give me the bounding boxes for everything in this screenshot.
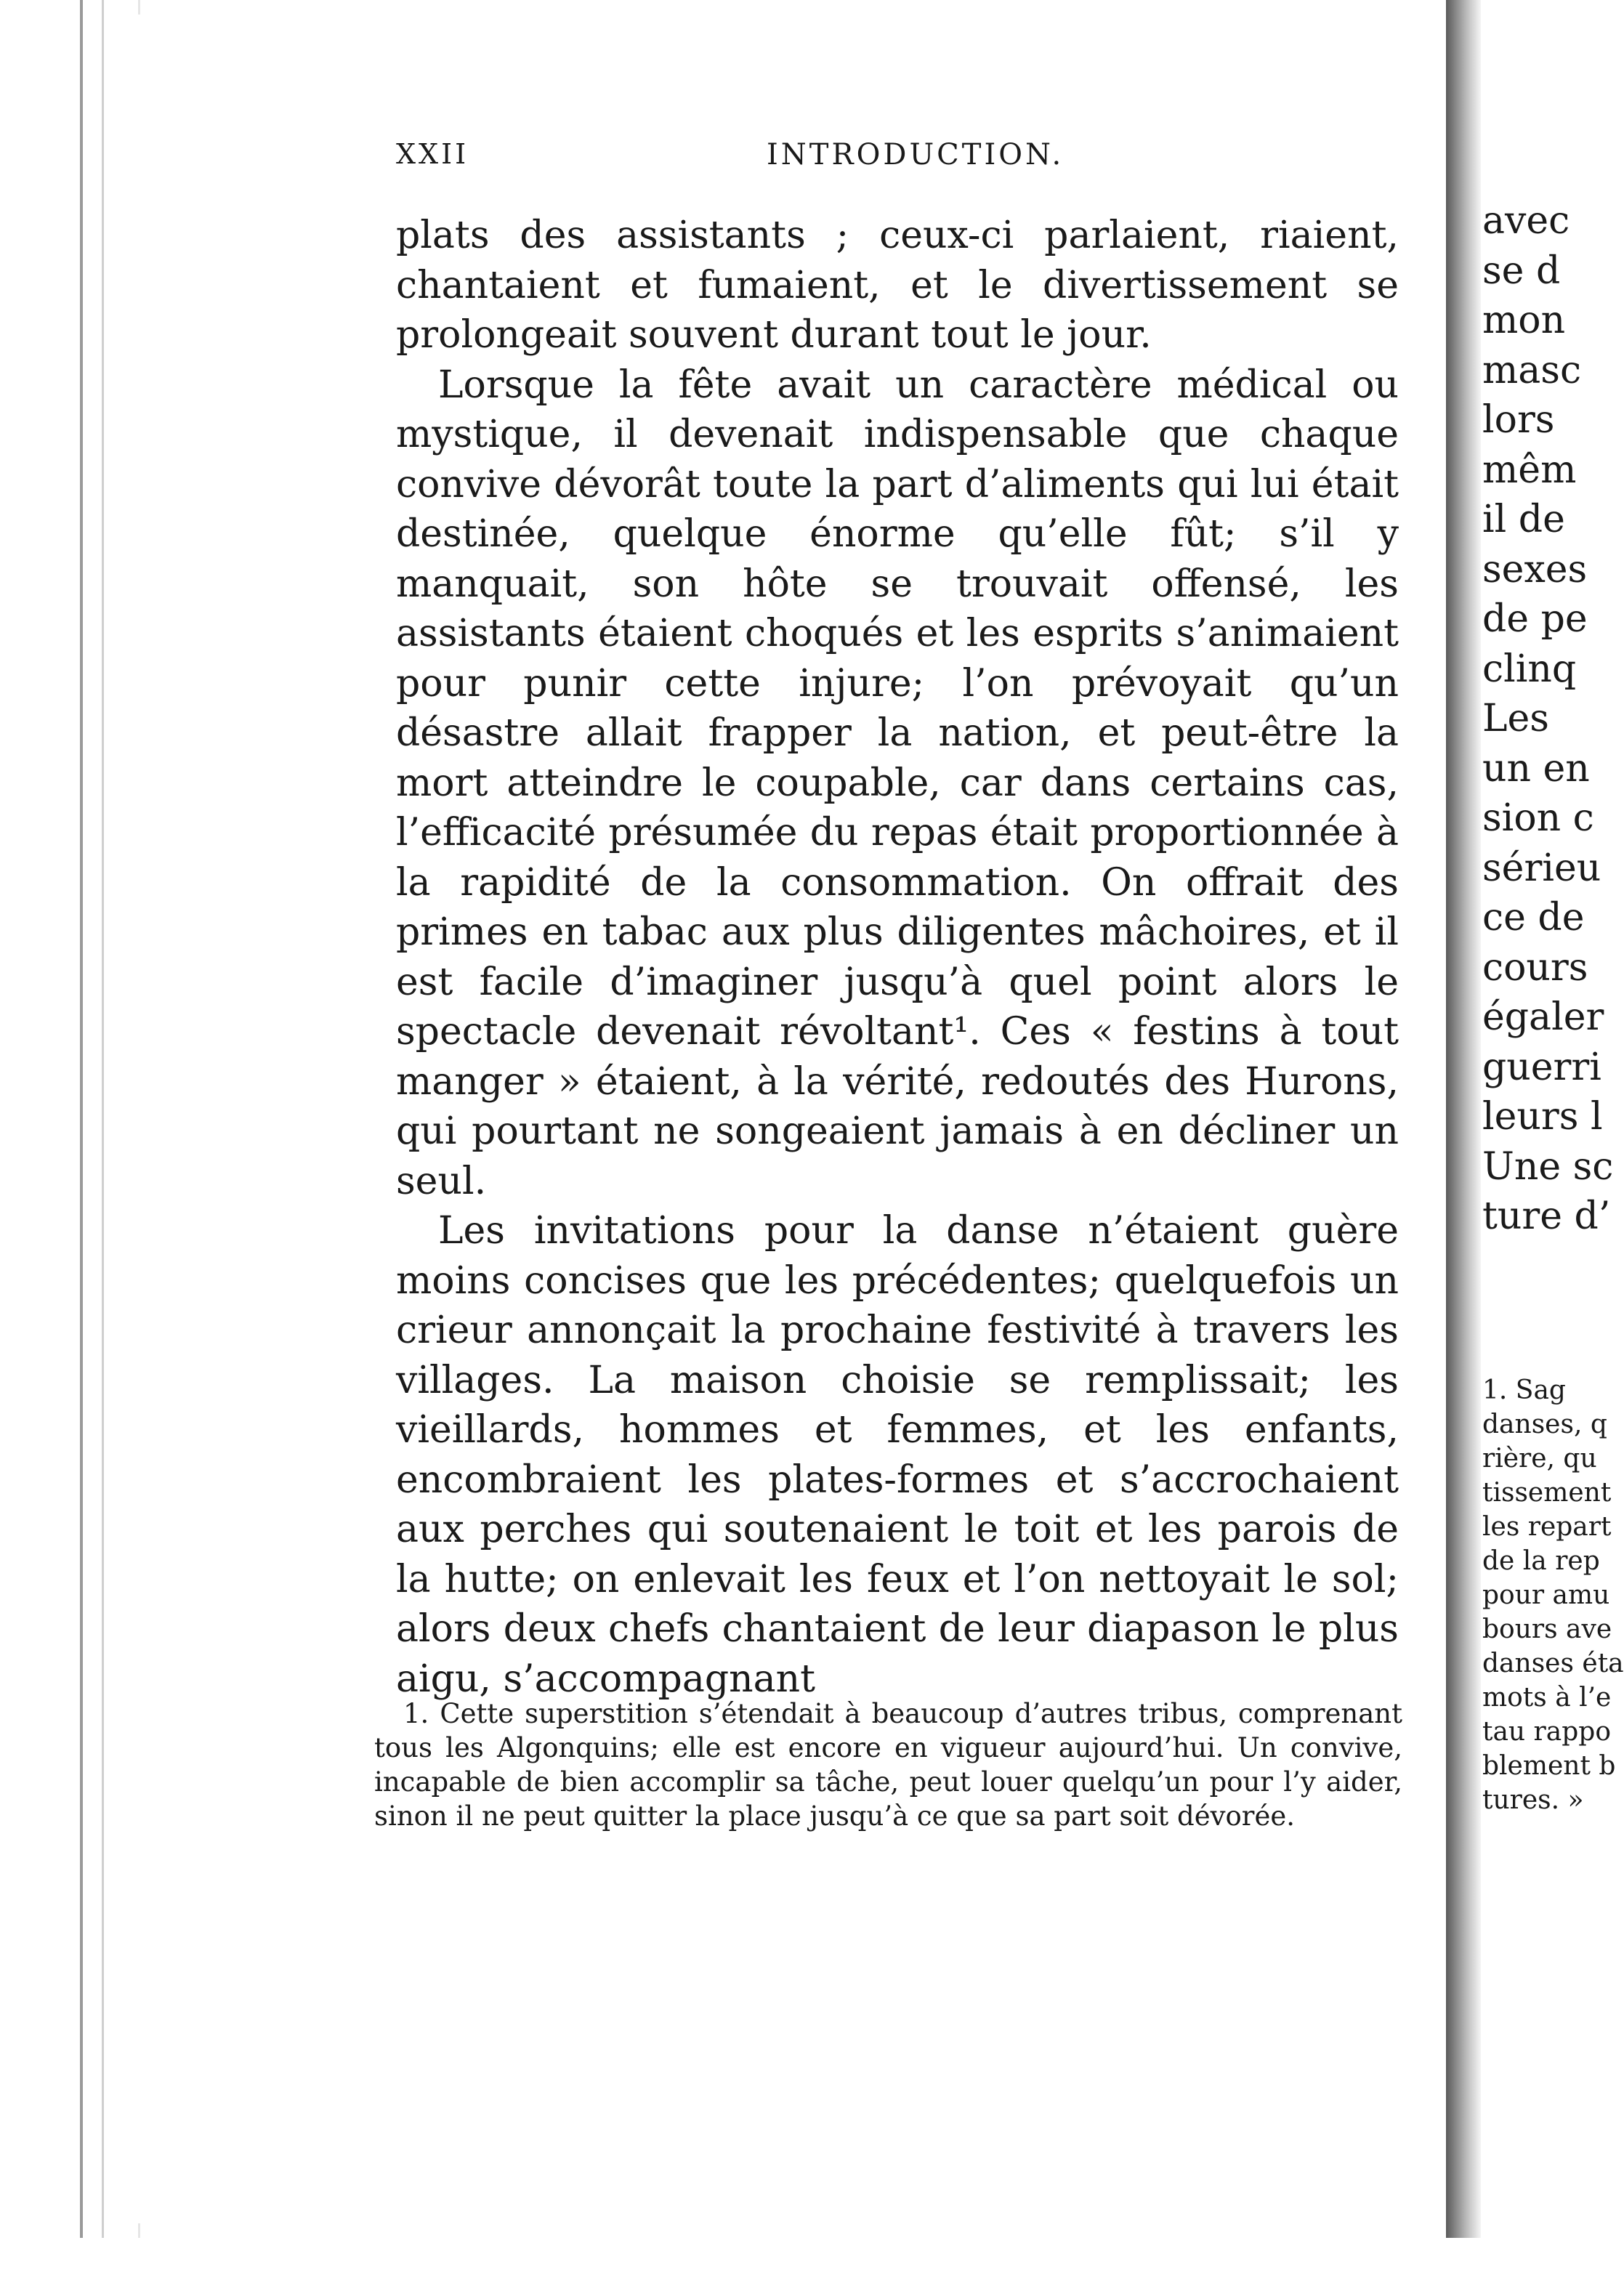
page-header (396, 138, 1181, 189)
paragraph: Les invitations pour la danse n’étaient guère moins concises que les précédentes; quelquefois un crieur annonçait la prochaine festivité à travers les villages. La maison choisie se remplissait; les vieillards, hommes et femmes, et les enfants, encombraient les plates-formes et s’accrochaient aux perches qui soutenaient le toit et les parois de la hutte; on enlevait les feux et l’on nettoyait le sol; alors deux chefs chantaient de leur diapason le plus aigu, s’accompagnant (396, 1209, 1399, 1701)
facing-page-line: se d (1482, 248, 1561, 293)
body-text (396, 211, 1399, 1704)
facing-page-footnote-line: tau rappo (1482, 1717, 1611, 1747)
facing-page-footnote-line: mots à l’e (1482, 1683, 1612, 1713)
book-page (109, 15, 1446, 2223)
facing-page-line: sion c (1482, 796, 1594, 840)
facing-page-footnote-line: tissement (1482, 1478, 1612, 1508)
book-gutter (0, 0, 109, 2296)
page-fold-shadow (1446, 0, 1481, 2296)
facing-page-line: lors (1482, 398, 1555, 442)
facing-page-line: avec (1482, 199, 1570, 243)
facing-page-line: sexes (1482, 547, 1588, 591)
facing-page-line: cours (1482, 945, 1588, 990)
facing-page-footnote-line: tures. » (1482, 1785, 1584, 1815)
facing-page-footnotes (1482, 1373, 1624, 1817)
facing-page-text (1482, 196, 1613, 1242)
facing-page-footnote-line: danses éta (1482, 1649, 1624, 1678)
facing-page-footnote-line: pour amu (1482, 1580, 1610, 1610)
facing-page-line: clinq (1482, 647, 1577, 691)
facing-page-line: un en (1482, 746, 1590, 791)
facing-page-line: Une sc (1482, 1144, 1614, 1189)
page-number: XXII (396, 138, 469, 170)
gutter-edge-line (80, 0, 83, 2252)
facing-page-footnote-line: blement b (1482, 1751, 1616, 1781)
facing-page-footnote-line: de la rep (1482, 1546, 1600, 1576)
facing-page-line: de pe (1482, 597, 1588, 641)
facing-page-footnote-line: danses, q (1482, 1410, 1607, 1439)
gutter-edge-line (102, 0, 104, 2252)
facing-page-line: sérieu (1482, 846, 1601, 890)
facing-page-line: il de (1482, 498, 1565, 541)
facing-page-footnote-line: les repart (1482, 1512, 1612, 1542)
facing-page-line: masc (1482, 348, 1582, 392)
facing-page-line: mêm (1482, 448, 1577, 492)
facing-page-line: guerri (1482, 1045, 1601, 1089)
running-head: INTRODUCTION. (767, 138, 1065, 171)
page-bottom-margin (0, 2238, 1590, 2296)
facing-page-footnote-line: bours ave (1482, 1614, 1612, 1644)
footnote: 1. Cette superstition s’étendait à beaucoup d’autres tribus, comprenant tous les Algonquins; elle est encore en vigueur aujourd’hui. Un convive, incapable de bien accomplir sa tâche, peut louer quelqu’un pour l’y aider, sinon il ne peut quitter la place jusqu’à ce que sa part soit dévorée. (374, 1698, 1402, 1832)
facing-page-line: ture d’ (1482, 1195, 1611, 1238)
facing-page-footnote-line: 1. Sag (1482, 1375, 1566, 1405)
paragraph: plats des assistants ; ceux-ci parlaient, riaient, chantaient et fumaient, et le divertissement se prolongeait souvent durant tout le jour. (396, 214, 1399, 357)
facing-page-edge (1446, 0, 1624, 2296)
footnotes (374, 1697, 1402, 1833)
paragraph: Lorsque la fête avait un caractère médical ou mystique, il devenait indispensable que chaque convive dévorât toute la part d’aliments qui lui était destinée, quelque énorme qu’elle fût; s’il y manquait, son hôte se trouvait offensé, les assistants étaient choqués et les esprits s’animaient pour punir cette injure; l’on prévoyait qu’un désastre allait frapper la nation, et peut-être la mort atteindre le coupable, car dans certains cas, l’efficacité présumée du repas était proportionnée à la rapidité de la consommation. On offrait des primes en tabac aux plus diligentes mâchoires, et il est facile d’imaginer jusqu’à quel point alors le spectacle devenait révoltant¹. Ces « festins à tout manger » étaient, à la vérité, redoutés des Hurons, qui pourtant ne songeaient jamais à en décliner un seul. (396, 363, 1399, 1203)
facing-page-line: mon (1482, 299, 1566, 342)
facing-page-line: Les (1482, 697, 1549, 740)
facing-page-line: leurs l (1482, 1095, 1603, 1139)
facing-page-line: ce de (1482, 896, 1585, 939)
facing-page-line: égaler (1482, 995, 1604, 1039)
facing-page-footnote-line: rière, qu (1482, 1444, 1597, 1474)
